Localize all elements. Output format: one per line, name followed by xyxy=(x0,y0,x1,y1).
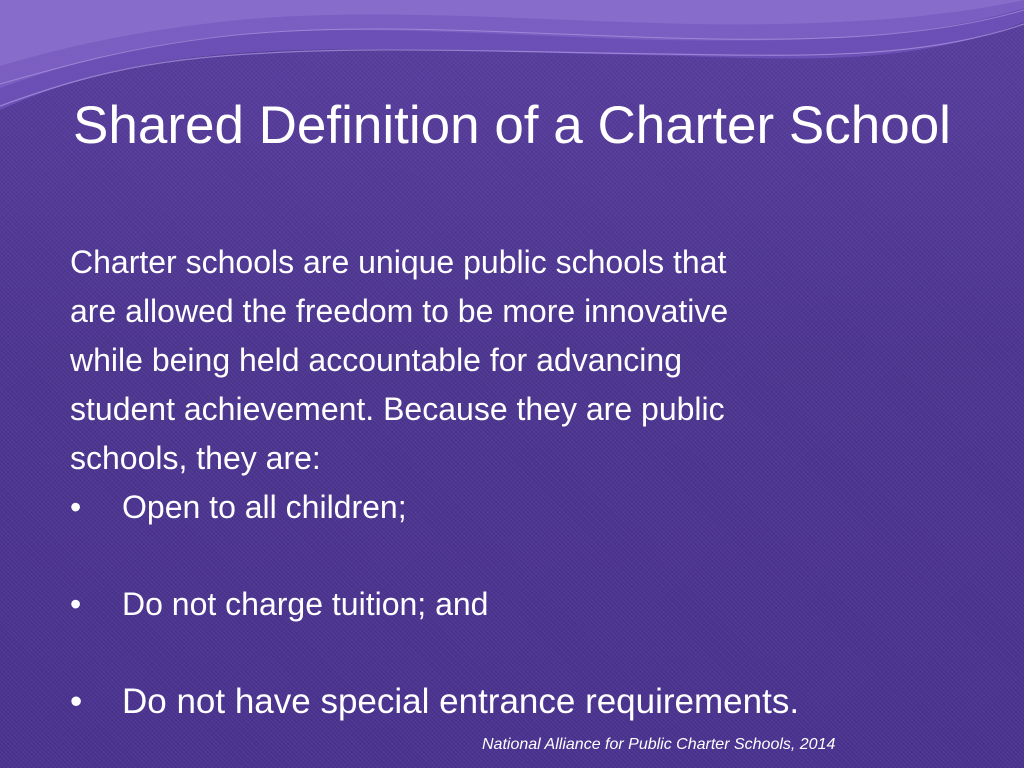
intro-line: are allowed the freedom to be more innovative xyxy=(70,293,729,329)
bullet-item-no-tuition xyxy=(70,580,950,629)
bullet-item-no-entrance-requirements xyxy=(70,677,950,726)
bullet-icon: • xyxy=(70,489,82,525)
bullet-icon: • xyxy=(70,682,83,721)
bullet-text: Do not have special entrance requirements. xyxy=(122,682,800,721)
bullet-item-open-to-all xyxy=(70,483,950,532)
intro-line: schools, they are: xyxy=(70,440,321,476)
bullet-text: Open to all children; xyxy=(122,489,407,525)
intro-line: while being held accountable for advancing xyxy=(70,342,682,378)
bullet-list xyxy=(70,483,950,726)
source-citation: National Alliance for Public Charter Schools, 2014 xyxy=(482,736,836,753)
bullet-text: Do not charge tuition; and xyxy=(122,586,489,622)
bullet-icon: • xyxy=(70,586,82,622)
intro-paragraph xyxy=(70,238,950,483)
slide-body xyxy=(70,238,950,726)
slide-title: Shared Definition of a Charter School xyxy=(73,96,951,155)
intro-line: Charter schools are unique public schools that xyxy=(70,244,727,280)
intro-line: student achievement. Because they are public xyxy=(70,391,725,427)
